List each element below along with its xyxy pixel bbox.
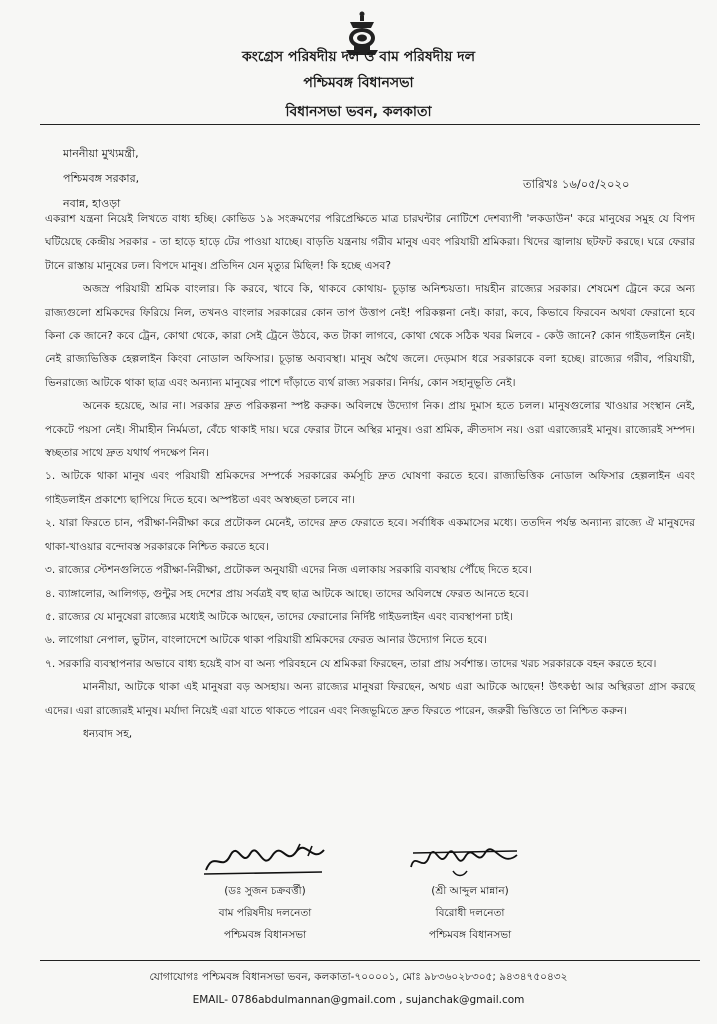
header-assembly: পশ্চিমবঙ্গ বিধানসভা <box>303 75 414 91</box>
addressee-line-3: নবান্ন, হাওড়া <box>63 197 121 210</box>
left-signatory-role: বাম পরিষদীয় দলনেতা <box>218 907 312 919</box>
addressee-line-1: মাননীয়া মুখ্যমন্ত্রী, <box>63 147 139 160</box>
paragraph-2: অজস্র পরিযায়ী শ্রমিক বাংলার। কি করবে, খাবে কি, থাকবে কোথায়- চূড়ান্ত অনিশ্চয়তা। দায়হীন রাজ্যের সরকার। শেষমেশ ট্রেনে করে অন্য রাজ্যগুলো শ্রমিকদের ফিরিয়ে নিল, তখনও বাংলার সরকারের কোন তাপ উত্তাপ নেই! পরিকল্পনা নেই। কারা, কবে, কিভাবে ফিরবেন অথবা ফেরানো হবে কিনা কে জানে? কবে ট্রেন, কোথা থেকে, কারা সেই ট্রেনে উঠবে, কত টাকা লাগবে, কোথা থেকে সঠিক খবর মিলবে - কেউ জানে? কোন গাইডলাইন নেই। নেই রাজ্যভিত্তিক হেল্পলাইন কিংবা নোডাল অফিসার। চূড়ান্ত অব্যবস্থা। মানুষ অথৈ জলে। দেড়মাস ধরে সরকারকে বলা হচ্ছে। রাজ্যের গরীব, পরিযায়ী, ভিনরাজ্যে আটকে থাকা ছাত্র এবং অন্যান্য মানুষের পাশে দাঁড়াতে ব্যর্থ রাজ্য সরকার। নির্দয়, কোন সহানুভূতি নেই। <box>45 283 695 389</box>
header-divider <box>40 124 700 125</box>
footer-contact: যোগাযোগঃ পশ্চিমবঙ্গ বিধানসভা ভবন, কলকাতা-৭০০০০১, মোঃ ৯৮৩৬০২৮৩০৫; ৯৪৩৪৭৫০৪৩২ <box>149 971 568 983</box>
left-signatory-org: পশ্চিমবঙ্গ বিধানসভা <box>223 929 307 941</box>
left-signatory-name: (ডঃ সুজন চক্রবর্ত্তী) <box>224 885 306 897</box>
paragraph-3: অনেক হয়েছে, আর না। সরকার দ্রুত পরিকল্পনা স্পষ্ট করুক। অবিলম্বে উদ্যোগ নিক। প্রায় দুমাস হতে চলল। মানুষগুলোর খাওয়ার সংস্থান নেই, পকেটে পয়সা নেই। সীমাহীন নির্মমতা, বেঁচে থাকাই দায়। ঘরে ফেরার টানে অস্থির মানুষ। ওরা শ্রমিক, ক্রীতদাস নয়। ওরা এরাজ্যেরই মানুষ। রাজ্যেরই সম্পদ। স্বচ্ছতার সাথে দ্রুত যথার্থ পদক্ষেপ নিন। <box>45 400 695 460</box>
demand-6: ৬. লাগোয়া নেপাল, ভুটান, বাংলাদেশে আটকে থাকা পরিযায়ী শ্রমিকদের ফেরত আনার উদ্যোগ নিতে হবে। <box>45 634 488 647</box>
demand-3: ৩. রাজ্যের স্টেশনগুলিতে পরীক্ষা-নিরীক্ষা, প্রটোকল অনুযায়ী এদের নিজ এলাকায় সরকারি ব্যবস্থায় পৌঁছে দিতে হবে। <box>45 564 532 577</box>
right-signatory-name: (শ্রী আব্দুল মান্নান) <box>431 885 509 897</box>
demand-2: ২. যারা ফিরতে চান, পরীক্ষা-নিরীক্ষা করে প্রটোকল মেনেই, তাদের দ্রুত ফেরাতে হবে। সর্বাধিক একমাসের মধ্যে। ততদিন পর্যন্ত অন্যান্য রাজ্যে ঐ মানুষদের থাকা-খাওয়ার বন্দোবস্ত সরকারকে নিশ্চিত করতে হবে। <box>45 517 695 553</box>
thanks-line: ধন্যবাদ সহ, <box>83 727 133 740</box>
right-signatory-role: বিরোধী দলনেতা <box>435 907 505 919</box>
left-signature <box>200 842 330 880</box>
right-signatory-org: পশ্চিমবঙ্গ বিধানসভা <box>428 929 512 941</box>
right-signatory <box>370 880 570 946</box>
letter-body <box>45 208 695 746</box>
closing-paragraph: মাননীয়া, আটকে থাকা এই মানুষরা বড় অসহায়। অন্য রাজ্যের মানুষরা ফিরছেন, অথচ এরা আটকে আছেন! উৎকণ্ঠা আর অস্থিরতা গ্রাস করছে এদের। এরা রাজ্যেরই মানুষ। মর্যাদা নিয়েই এরা যাতে থাকতে পারেন এবং নিজভূমিতে দ্রুত ফিরতে পারেন, জরুরী ভিত্তিতে তা নিশ্চিত করুন। <box>45 681 695 717</box>
header-org: কংগ্রেস পরিষদীয় দল ও বাম পরিষদীয় দল <box>242 49 475 65</box>
right-signature <box>405 845 525 879</box>
paragraph-1: একরাশ যন্ত্রনা নিয়েই লিখতে বাধ্য হচ্ছি। কোভিড ১৯ সংক্রমণের পরিপ্রেক্ষিতে মাত্র চারঘন্টার নোটিশে দেশব্যাপী 'লকডাউন' করে মানুষের সমুহ যে বিপদ ঘটিয়েছে কেন্দ্রীয় সরকার - তা হাড়ে হাড়ে টের পাওয়া যাচ্ছে। বাড়তি যন্ত্রনায় গরীব মানুষ এবং পরিযায়ী শ্রমিকরা। খিদের জ্বালায় ছটফট করছে। ঘরে ফেরার টানে রাস্তায় মানুষের ঢল। বিপদে মানুষ। প্রতিদিন যেন মৃত্যুর মিছিল! কি হচ্ছে এসব? <box>45 213 695 272</box>
left-signatory <box>165 880 365 946</box>
header-building: বিধানসভা ভবন, কলকাতা <box>285 104 432 120</box>
demand-7: ৭. সরকারি ব্যবস্থাপনার অভাবে বাধ্য হয়েই বাস বা অন্য পরিবহনে যে শ্রমিকরা ফিরছেন, তারা প্রায় সর্বশান্ত। তাদের খরচ সরকারকে বহন করতে হবে। <box>45 657 657 670</box>
letter-date: তারিখঃ ১৬/০৫/২০২০ <box>523 177 630 191</box>
demand-5: ৫. রাজ্যের যে মানুষেরা রাজ্যের মধ্যেই আটকে আছেন, তাদের ফেরানোর নির্দিষ্ট গাইডলাইন এবং ব্যবস্থাপনা চাই। <box>45 610 513 623</box>
addressee-line-2: পশ্চিমবঙ্গ সরকার, <box>63 172 140 185</box>
footer-divider <box>40 960 700 961</box>
footer-email: EMAIL- 0786abdulmannan@gmail.com , sujanchak@gmail.com <box>192 994 525 1006</box>
demand-1: ১. আটকে থাকা মানুষ এবং পরিযায়ী শ্রমিকদের সম্পর্কে সরকারের কর্মসূচি দ্রুত ঘোষণা করতে হবে। রাজ্যভিত্তিক নোডাল অফিসার হেল্পলাইন এবং গাইডলাইন প্রকাশ্যে ছাপিয়ে দিতে হবে। অস্পষ্টতা এবং অস্বচ্ছতা চলবে না। <box>45 470 695 506</box>
demand-4: ৪. ব্যাঙ্গালোর, আলিগড়, গুন্টুর সহ দেশের প্রায় সর্বত্রই বহু ছাত্র আটকে আছে। তাদের অবিলম্বে ফেরত আনতে হবে। <box>45 587 529 600</box>
